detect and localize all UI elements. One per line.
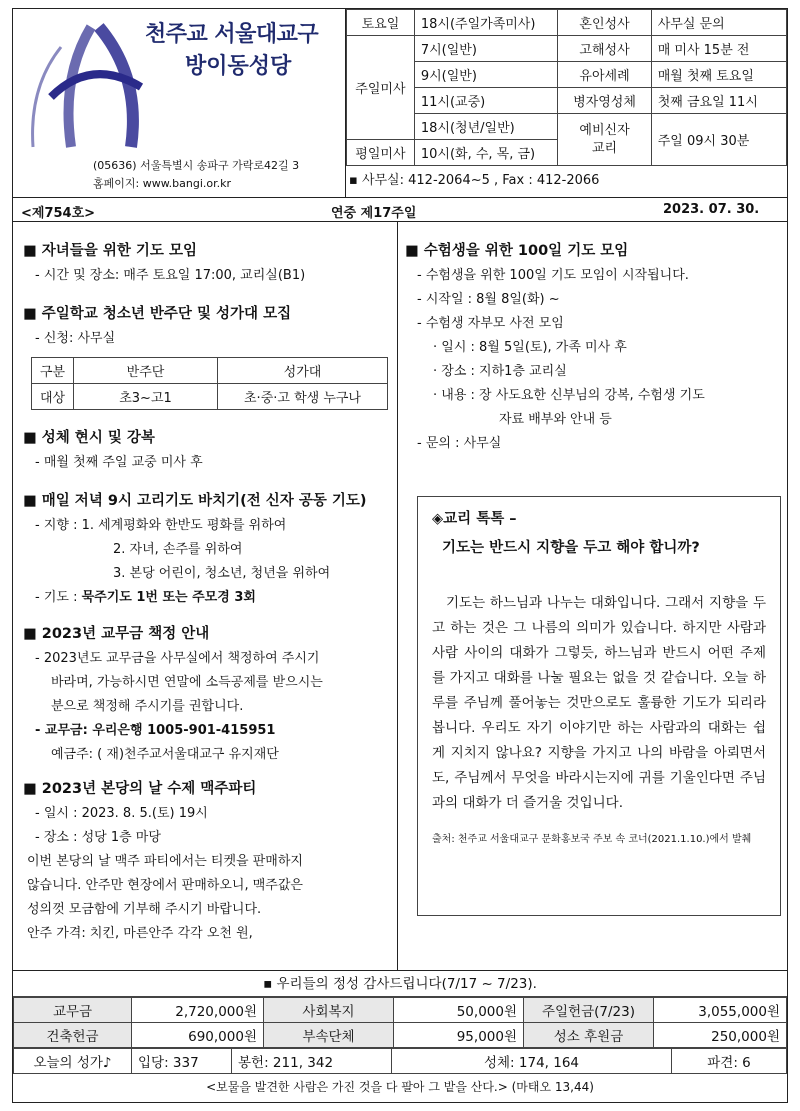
hymn-recessional: 파견: 6 xyxy=(672,1049,787,1074)
text-line: 이번 본당의 날 맥주 파티에서는 티켓을 판매하지 xyxy=(27,854,303,869)
offering-label: 주일헌금(7/23) xyxy=(524,998,654,1023)
text-line: 분으로 책정해 주시기를 권합니다. xyxy=(51,699,244,714)
offering-title: ▪ 우리들의 정성 감사드립니다(7/17 ~ 7/23). xyxy=(13,971,787,997)
text-line: - 장소 : 성당 1층 마당 xyxy=(35,830,161,845)
table-header: 구분 xyxy=(32,358,74,384)
text-line: - 수험생을 위한 100일 기도 모임이 시작됩니다. xyxy=(417,268,689,283)
issue-date: 2023. 07. 30. xyxy=(663,202,760,217)
text-line: - 2023년도 교무금을 사무실에서 책정하여 주시기 xyxy=(35,651,320,666)
sacrament-value: 매월 첫째 토요일 xyxy=(651,62,786,88)
sacrament-value: 매 미사 15분 전 xyxy=(651,36,786,62)
offering-label: 부속단체 xyxy=(264,1023,394,1048)
text-line: - 시간 및 장소: 매주 토요일 17:00, 교리실(B1) xyxy=(35,268,306,283)
church-logo-icon xyxy=(21,17,161,157)
text-line: - 신청: 사무실 xyxy=(35,331,116,346)
section-title: ■ 매일 저녁 9시 고리기도 바치기(전 신자 공동 기도) xyxy=(23,489,395,510)
text-line: 바라며, 가능하시면 연말에 소득공제를 받으시는 xyxy=(51,675,323,690)
offering-amount: 50,000원 xyxy=(394,998,524,1023)
text-line: · 일시 : 8월 5일(토), 가족 미사 후 xyxy=(433,340,627,355)
offering-amount: 250,000원 xyxy=(654,1023,787,1048)
hymn-table xyxy=(13,1048,787,1074)
offering-amount: 690,000원 xyxy=(132,1023,264,1048)
offering-amount: 95,000원 xyxy=(394,1023,524,1048)
offering-label: 사회복지 xyxy=(264,998,394,1023)
church-name-line1: 천주교 서울대교구 xyxy=(145,22,319,47)
text-line: 안주 가격: 치킨, 마른안주 각각 오천 원, xyxy=(27,926,253,941)
homepage: 홈페이지: www.bangi.or.kr xyxy=(93,177,232,190)
issue-number: <제754호> xyxy=(21,206,96,221)
logo-area xyxy=(13,9,346,197)
offering-table xyxy=(13,997,787,1048)
text-line: - 문의 : 사무실 xyxy=(417,436,502,451)
table-cell: 대상 xyxy=(32,384,74,410)
liturgical-week: 연중 제17주일 xyxy=(331,206,417,221)
church-name-line2: 방이동성당 xyxy=(185,54,292,79)
sacrament-label: 유아세례 xyxy=(558,62,651,88)
table-cell: 초·중·고 학생 누구나 xyxy=(218,384,388,410)
section-title: ■ 성체 현시 및 강복 xyxy=(23,426,395,447)
text-line: 3. 본당 어린이, 청소년, 청년을 위하여 xyxy=(113,566,331,581)
hymn-label: 오늘의 성가♪ xyxy=(14,1049,132,1074)
sacrament-value: 첫째 금요일 11시 xyxy=(651,88,786,114)
section-title: ■ 2023년 본당의 날 수제 맥주파티 xyxy=(23,777,395,798)
qa-answer: 기도는 하느님과 나누는 대화입니다. 그래서 지향을 두고 하는 것은 그 나름의 의미가 있습니다. 하지만 사람과 사람 사이의 대화가 그렇듯, 하느님과 반드시 어떤 주제를 가지고 대화를 나눌 필요는 없을 것 같습니다. 오늘 하루를 주님께 풀어놓는 것만으로도 훌륭한 기도가 되리라 봅니다. 우리도 자기 이야기만 하는 사람과의 대화는 쉽게 지치지 않나요? 지향을 가지고 나의 바람을 아뢰면서도, 주님께서 무엇을 바라시는지에 귀를 기울인다면 주님과의 대화가 더 즐거울 것입니다. xyxy=(432,595,766,811)
offering-amount: 2,720,000원 xyxy=(132,998,264,1023)
sunday-mass-label: 주일미사 xyxy=(347,36,415,140)
column-divider xyxy=(397,222,398,970)
saturday-label: 토요일 xyxy=(347,10,415,36)
sacrament-label: 고해성사 xyxy=(558,36,651,62)
offering-label: 성소 후원금 xyxy=(524,1023,654,1048)
sunday-mass-time: 18시(청년/일반) xyxy=(414,114,557,140)
weekday-mass-time: 10시(화, 수, 목, 금) xyxy=(414,140,557,166)
catechism-qa-box xyxy=(417,496,781,916)
catechism-label: 예비신자 교리 xyxy=(558,114,651,166)
section-title: ■ 수험생을 위한 100일 기도 모임 xyxy=(405,239,779,260)
saturday-time: 18시(주일가족미사) xyxy=(414,10,557,36)
offering-label: 교무금 xyxy=(14,998,132,1023)
hymn-offertory: 봉헌: 211, 342 xyxy=(232,1049,392,1074)
table-cell: 초3~고1 xyxy=(74,384,218,410)
text-line: - 시작일 : 8월 8일(화) ~ xyxy=(417,292,560,307)
text-line: 2. 자녀, 손주를 위하여 xyxy=(113,542,243,557)
catechism-time: 주일 09시 30분 xyxy=(651,114,786,166)
office-contact: ▪ 사무실: 412-2064~5 , Fax : 412-2066 xyxy=(349,173,600,188)
sunday-mass-time: 9시(일반) xyxy=(414,62,557,88)
bulletin-page xyxy=(12,8,788,1103)
qa-source: 출처: 천주교 서울대교구 문화홍보국 주보 속 코너(2021.1.10.)에서 발췌 xyxy=(432,834,752,845)
account-holder: 예금주: ( 재)천주교서울대교구 유지재단 xyxy=(51,747,279,762)
sunday-mass-time: 11시(교중) xyxy=(414,88,557,114)
section-title: ■ 2023년 교무금 책정 안내 xyxy=(23,622,395,643)
text-line: · 내용 : 장 사도요한 신부님의 강복, 수험생 기도 xyxy=(433,388,705,403)
sacrament-label: 혼인성사 xyxy=(558,10,651,36)
text-line: - 기도 : 묵주기도 1번 또는 주모경 3회 xyxy=(35,590,256,605)
bank-account: - 교무금: 우리은행 1005-901-415951 xyxy=(35,723,276,738)
sacrament-value: 사무실 문의 xyxy=(651,10,786,36)
offering-label: 건축헌금 xyxy=(14,1023,132,1048)
text-line: · 장소 : 지하1층 교리실 xyxy=(433,364,567,379)
hymn-communion: 성체: 174, 164 xyxy=(392,1049,672,1074)
text-line: - 일시 : 2023. 8. 5.(토) 19시 xyxy=(35,806,208,821)
offering-footer xyxy=(13,970,787,1100)
section-title: ■ 자녀들을 위한 기도 모임 xyxy=(23,239,395,260)
text-line: 자료 배부와 안내 등 xyxy=(499,412,612,427)
weekday-mass-label: 평일미사 xyxy=(347,140,415,166)
recruit-table xyxy=(31,357,388,410)
table-header: 성가대 xyxy=(218,358,388,384)
qa-question: 기도는 반드시 지향을 두고 해야 합니까? xyxy=(442,540,700,556)
left-column xyxy=(23,231,395,946)
text-line: 성의껏 모금함에 기부해 주시기 바랍니다. xyxy=(27,902,262,917)
text-line: - 수험생 자부모 사전 모임 xyxy=(417,316,564,331)
section-title: ■ 주일학교 청소년 반주단 및 성가대 모집 xyxy=(23,302,395,323)
address: (05636) 서울특별시 송파구 가락로42길 3 xyxy=(93,159,300,172)
issue-bar xyxy=(13,197,787,222)
gospel-verse: <보물을 발견한 사람은 가진 것을 다 팔아 그 밭을 산다.> (마태오 13,44) xyxy=(206,1080,594,1094)
qa-heading: ◈교리 톡톡 – xyxy=(432,511,517,527)
header xyxy=(13,9,787,197)
sacrament-label: 병자영성체 xyxy=(558,88,651,114)
offering-amount: 3,055,000원 xyxy=(654,998,787,1023)
text-line: - 매월 첫째 주일 교중 미사 후 xyxy=(35,455,203,470)
table-header: 반주단 xyxy=(74,358,218,384)
mass-schedule-table xyxy=(346,9,787,166)
text-line: - 지향 : 1. 세계평화와 한반도 평화를 위하여 xyxy=(35,518,287,533)
hymn-entrance: 입당: 337 xyxy=(132,1049,232,1074)
sunday-mass-time: 7시(일반) xyxy=(414,36,557,62)
text-line: 않습니다. 안주만 현장에서 판매하오니, 맥주값은 xyxy=(27,878,303,893)
right-column xyxy=(405,231,779,456)
